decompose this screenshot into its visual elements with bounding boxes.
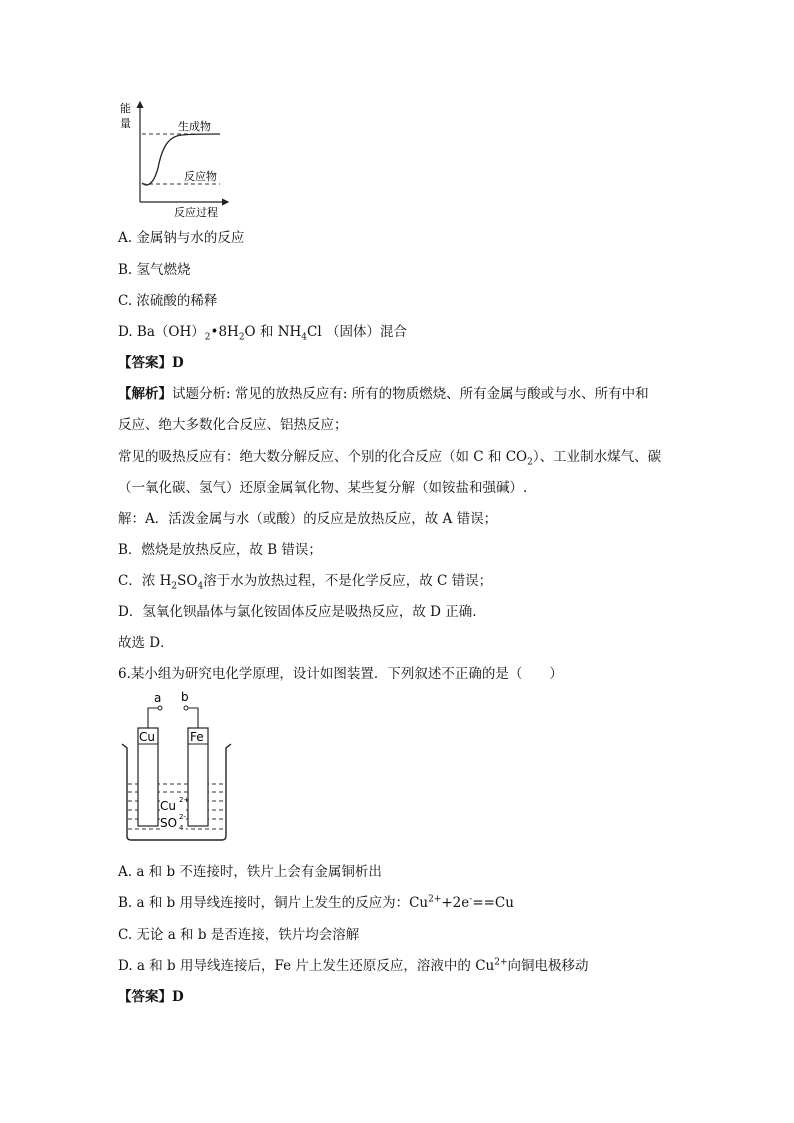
q5-solution-1: 解：A．活泼金属与水（或酸）的反应是放热反应，故 A 错误；	[118, 511, 498, 527]
ion-so4-charge: 2-	[179, 813, 186, 821]
energy-diagram	[112, 96, 232, 222]
q5-solution-2: B．燃烧是放热反应，故 B 错误；	[118, 542, 322, 558]
label-b: b	[181, 690, 189, 704]
fe-label: Fe	[190, 730, 204, 744]
q5-analysis-2: 反应、绝大多数化合反应、铝热反应；	[118, 417, 348, 433]
q6-answer: 【答案】D	[118, 989, 184, 1005]
q5-solution-5: 故选 D．	[118, 635, 174, 651]
q6-stem: 6.某小组为研究电化学原理，设计如图装置．下列叙述不正确的是（ ）	[118, 666, 563, 682]
q5-analysis-3: 常见的吸热反应有：绝大数分解反应、个别的化合反应（如 C 和 $CO_2$）、工业制水煤气、碳	[118, 449, 662, 468]
q6-option-c: C. 无论 a 和 b 是否连接，铁片均会溶解	[118, 927, 360, 943]
terminal-a	[158, 706, 162, 710]
q6-option-a: A. a 和 b 不连接时，铁片上会有金属铜析出	[118, 864, 382, 880]
q5-option-d: D. $Ba(OH)_2•8H_2O$ 和 $NH_4Cl$ （固体）混合	[118, 324, 407, 343]
ylabel-2: 量	[120, 117, 131, 130]
wire-a	[148, 708, 158, 728]
q5-solution-4: D．氢氧化钡晶体与氯化铵固体反应是吸热反应，故 D 正确.	[118, 604, 477, 620]
q6-option-d: D. a 和 b 用导线连接后，Fe 片上发生还原反应，溶液中的 $Cu^{2+}$向铜电极移动	[118, 957, 589, 974]
ion-cu: Cu	[160, 799, 176, 813]
wire-b	[188, 708, 198, 728]
ion-so4-sub: 4	[179, 824, 184, 832]
q5-answer: 【答案】D	[118, 355, 184, 371]
ylabel-1: 能	[120, 102, 131, 115]
q5-solution-3: C．浓 $H_2SO_4$溶于水为放热过程，不是化学反应，故 C 错误；	[118, 573, 493, 592]
ion-cu-charge: 2+	[179, 796, 190, 804]
reactant-label: 反应物	[184, 170, 217, 183]
electrochem-diagram	[118, 688, 236, 848]
label-a: a	[154, 691, 162, 705]
q5-option-b: B. 氢气燃烧	[118, 262, 191, 278]
terminal-b	[184, 706, 188, 710]
x-axis-label: 反应过程	[174, 206, 218, 219]
q5-option-c: C. 浓硫酸的稀释	[118, 293, 218, 309]
product-label: 生成物	[178, 120, 211, 133]
q5-analysis-1: 【解析】试题分析: 常见的放热反应有: 所有的物质燃烧、所有金属与酸或与水、所有中和	[118, 386, 649, 402]
q5-option-a: A. 金属钠与水的反应	[118, 230, 245, 246]
q6-option-b: B. a 和 b 用导线连接时，铜片上发生的反应为：$Cu^{2+}+2e^-==Cu$	[118, 894, 514, 911]
cu-label: Cu	[139, 730, 155, 744]
q5-analysis-4: （一氧化碳、氢气）还原金属氧化物、某些复分解（如铵盐和强碱）.	[118, 480, 528, 496]
ion-so4: SO	[160, 816, 178, 830]
